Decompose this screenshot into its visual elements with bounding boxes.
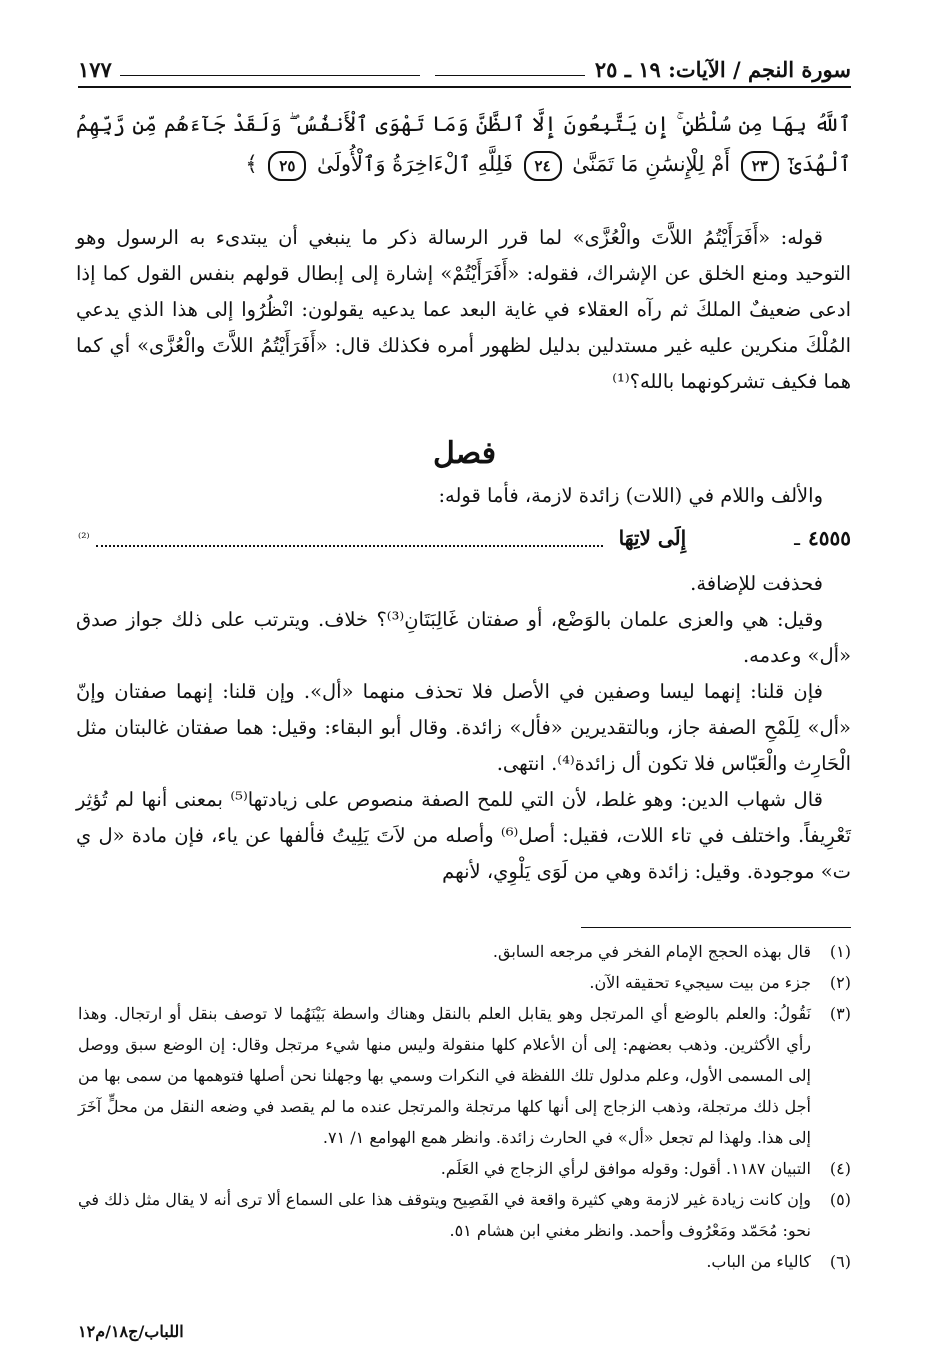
paragraph-line: قال شهاب الدين: وهو غلط، لأن التي للمح الصفة منصوص على زيادتها⁽⁵⁾ بمعنى أنها لم تُؤثِر تَعْرِيفاً. واختلف في تاء اللات، فقيل: أصل⁽⁶⁾ وأصله من لاَتَ يَلِيتُ فألفها عن ياء، فإن مادة «ل ي ت» موجودة. وقيل: زائدة وهي من لَوَى يَلْوِي، لأنهم bbox=[76, 788, 851, 883]
footnote-text: كالياء من الباب. bbox=[706, 1252, 811, 1271]
footnote-text: وإن كانت زيادة غير لازمة وهي كثيرة واقعة في الفَصِيح ويتوقف هذا على السماع ألا ترى أنه لا يقال مثل ذلك في نحو: مُحَمّد ومَعْرُوف وأحمد. وانظر مغني ابن هشام ٥١. bbox=[78, 1190, 811, 1240]
footnote-item bbox=[78, 1153, 851, 1184]
footnote-item bbox=[78, 967, 851, 998]
citation-number: ٤٥٥٥ bbox=[808, 526, 851, 550]
footnote-item bbox=[78, 998, 851, 1153]
paragraph-line: فإن قلنا: إنهما ليسا وصفين في الأصل فلا تحذف منهما «أل». وإن قلنا: إنهما صفتان وإنّ «أل» لِلَمْحِ الصفة جاز، وبالتقديرين «فأل» زائدة. وقال أبو البقاء: وقيل: هما صفتان غالبتان مثل الْحَارِث والْعَبّاس فلا تكون أل زائدة⁽⁴⁾. انتهى. bbox=[76, 680, 851, 775]
footnote-number: (٦) bbox=[829, 1252, 851, 1271]
paragraph-text: والألف واللام في (اللات) زائدة لازمة، فأما قوله: bbox=[438, 484, 823, 507]
footnote-item bbox=[78, 936, 851, 967]
footnote-item bbox=[78, 1246, 851, 1277]
footnote-text: جزء من بيت سيجيء تحقيقه الآن. bbox=[589, 973, 811, 992]
commentary-paragraph-1 bbox=[76, 220, 851, 400]
running-title bbox=[435, 57, 851, 82]
citation-footnote-marker: ⁽²⁾ bbox=[78, 530, 90, 546]
commentary-paragraph-3 bbox=[76, 566, 851, 890]
footnote-number: (٢) bbox=[829, 973, 851, 992]
paragraph-line: وقيل: هي والعزى علمان بالوَضْع، أو صفتان غَالِبَتَانِ⁽³⁾؟ خلاف. ويترتب على ذلك جواز صدق «أل» وعدمه. bbox=[76, 608, 851, 667]
citation-verse-text: إِلَى لاتِهَا bbox=[618, 526, 687, 550]
section-heading: فصل bbox=[432, 436, 497, 471]
footnote-separator bbox=[581, 927, 851, 928]
citation-dots bbox=[96, 529, 603, 547]
poetry-citation bbox=[78, 520, 851, 556]
ayah-number-23: ٢٣ bbox=[741, 151, 779, 181]
quran-line-1: ٱللَّهُ بِهَا مِن سُلْطَٰنٍ ۚ إِن يَتَّبِعُونَ إِلَّا ٱلظَّنَّ وَمَا تَهْوَى ٱلْأَنفُسُ ۖ وَلَقَدْ جَآءَهُم مِّن رَّبِّهِمُ ٱلْهُدَىٰٓ bbox=[76, 112, 851, 176]
paragraph-text: قوله: «أَفَرَأَيْتُمُ اللاَّتَ والْعُزَّى» لما قرر الرسالة ذكر ما ينبغي أن يبتدىء به الرسول وهو التوحيد ومنع الخلق عن الإشراك، فقوله: «أَفَرَأَيْتُمْ» إشارة إلى إبطال قولهم بنفس القول كما إذا ادعى ضعيفٌ الملكَ ثم رآه العقلاء في غاية البعد عما يدعيه يقولون: انْظُرُوا إلى هذا الذي يدعي المُلْكَ منكرين عليه غير مستدلين بدليل لظهور أمره فكذلك قال: «أَفَرَأَيْتُمُ اللاَّتَ والْعُزَّى» أي كما هما فكيف تشركونهما بالله؟⁽¹⁾ bbox=[76, 226, 851, 393]
running-title-text: سورة النجم / الآيات: ١٩ ـ ٢٥ bbox=[594, 57, 851, 82]
quran-line-2b: فَلِلَّهِ ٱلْءَاخِرَةُ وَٱلْأُولَىٰ bbox=[317, 152, 513, 176]
footnote-text: التبيان ١١٨٧. أقول: وقوله موافق لرأي الزجاج في العَلَم. bbox=[440, 1159, 811, 1178]
page-header bbox=[78, 42, 851, 88]
quran-verses bbox=[76, 104, 851, 184]
page-number-group bbox=[78, 57, 420, 82]
footnote-number: (٣) bbox=[829, 1004, 851, 1023]
paragraph-line: فحذفت للإضافة. bbox=[690, 572, 823, 595]
printer-signature: اللباب/ج١٨/م١٢ bbox=[78, 1322, 184, 1341]
quran-line-2a: أَمْ لِلْإِنسَٰنِ مَا تَمَنَّىٰ bbox=[572, 152, 731, 176]
ayah-number-25: ٢٥ bbox=[268, 151, 306, 181]
footnote-item bbox=[78, 1184, 851, 1246]
footnote-text: نَقُولُ: والعلم بالوضع أي المرتجل وهو يقابل العلم بالنقل وهناك واسطة بَيْنَهُما لا توصف بنقل أو ارتجال. وهذا رأي الأكثرين. وذهب بعضهم: إلى أن الأعلام كلها منقولة وليس منها شيء مرتجل وقال: إن الوضع سبق ووصل إلى المسمى الأول، وعلم مدلول تلك اللفظة في النكرات وسمي بها وجهلنا نحن أصلها فتوهمها من سمى بها من أجل ذلك مرتجلة، وذهب الزجاج إلى أنها كلها مرتجلة والمرتجل عنده ما لم يقصد في وضعه النقل من محلٍّ آخَرَ إلى هذا. ولهذا لم تجعل «أل» في الحارث زائدة. وانظر همع الهوامع ١/ ٧١. bbox=[78, 1004, 811, 1147]
footnote-text: قال بهذه الحجج الإمام الفخر في مرجعه السابق. bbox=[492, 942, 811, 961]
quran-close-bracket: ﴾ bbox=[245, 152, 258, 176]
citation-dash: ـ bbox=[794, 526, 801, 550]
footnote-number: (١) bbox=[829, 942, 851, 961]
header-rule-left bbox=[120, 75, 420, 76]
header-rule-right bbox=[435, 75, 585, 76]
commentary-paragraph-2 bbox=[76, 478, 851, 514]
page-number: ١٧٧ bbox=[78, 57, 112, 82]
footnote-number: (٥) bbox=[829, 1190, 851, 1209]
footnote-number: (٤) bbox=[829, 1159, 851, 1178]
ayah-number-24: ٢٤ bbox=[524, 151, 562, 181]
footnotes bbox=[78, 936, 851, 1277]
